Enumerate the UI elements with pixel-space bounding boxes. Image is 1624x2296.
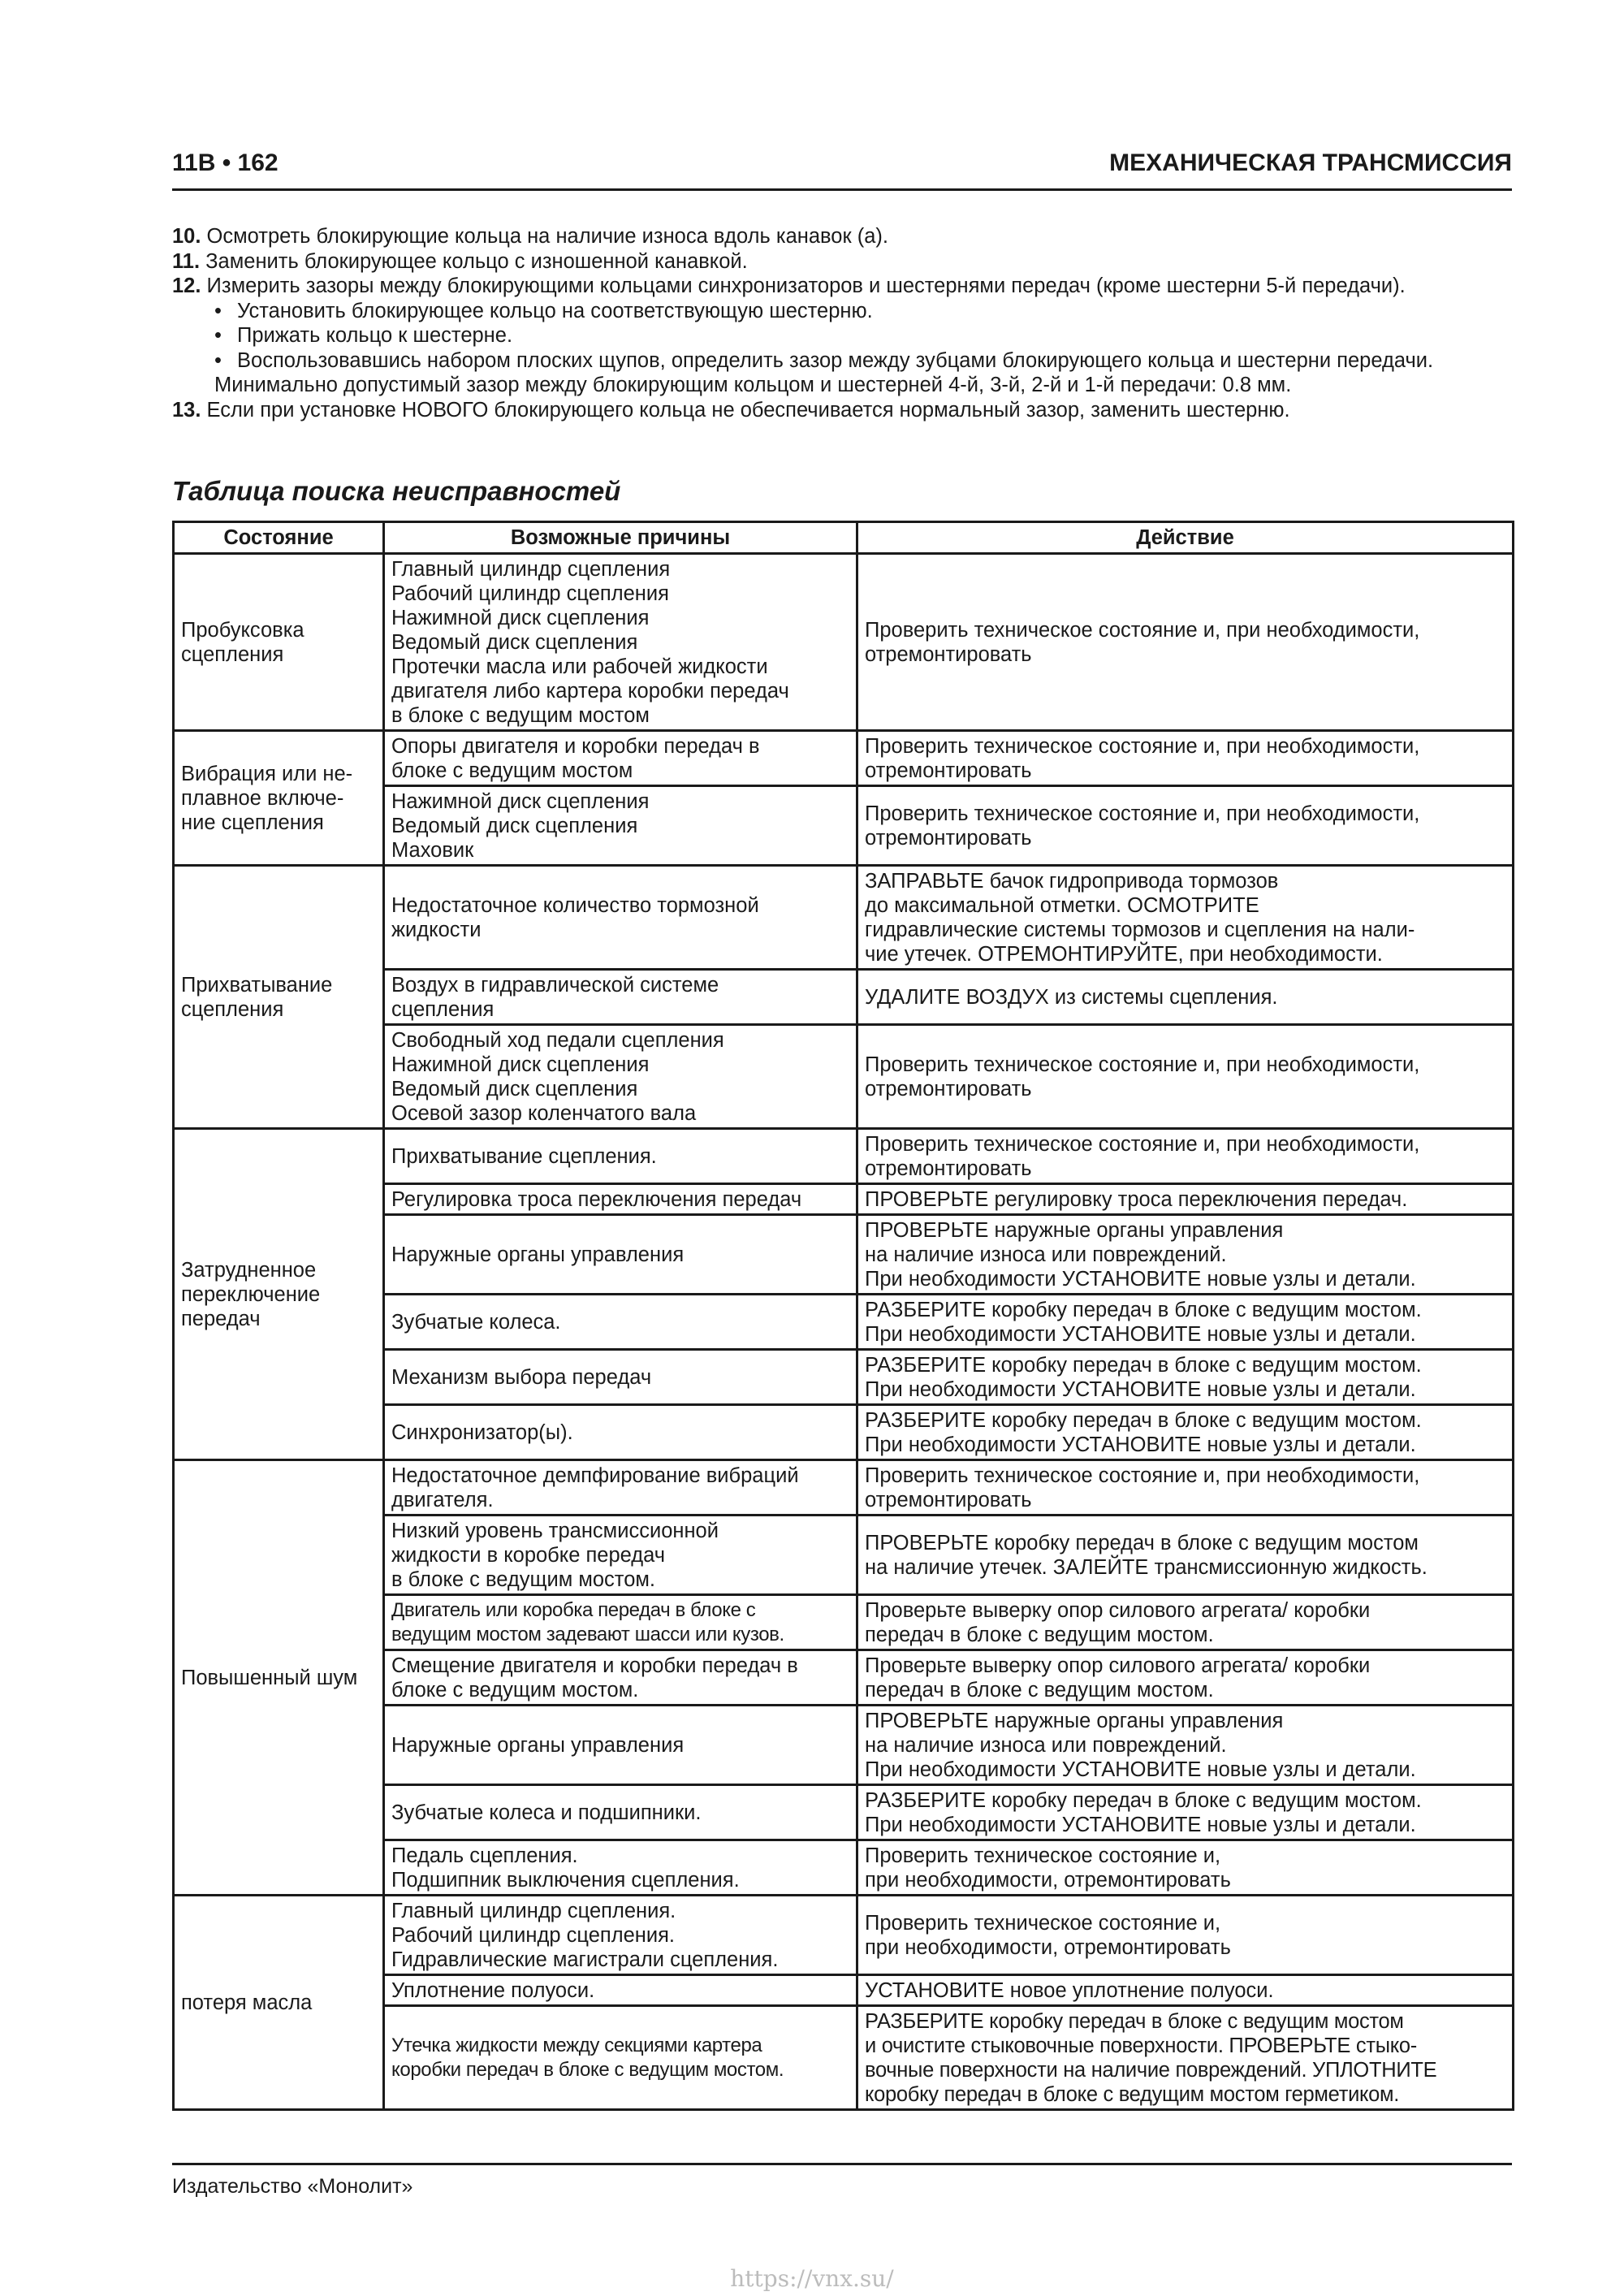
action-cell: Проверьте выверку опор силового агрегата/ коробки передач в блоке с ведущим мостом. — [857, 1595, 1514, 1650]
action-cell: Проверить техническое состояние и, при необходимости, отремонтировать — [857, 1129, 1514, 1184]
table-row — [174, 1460, 1514, 1516]
condition-cell: Прихватывание сцепления — [174, 866, 384, 1129]
table-row — [174, 731, 1514, 786]
action-cell: ПРОВЕРЬТЕ коробку передач в блоке с ведущим мостом на наличие утечек. ЗАЛЕЙТЕ трансмиссионную жидкость. — [857, 1516, 1514, 1595]
table-header-row — [174, 522, 1514, 554]
procedure-steps — [172, 224, 1512, 422]
troubleshooting-table — [172, 521, 1514, 2111]
watermark-url: https://vnx.su/ — [730, 2265, 894, 2292]
action-cell: РАЗБЕРИТЕ коробку передач в блоке с ведущим мостом. При необходимости УСТАНОВИТЕ новые узлы и детали. — [857, 1405, 1514, 1460]
table-row — [174, 866, 1514, 970]
page-header — [172, 143, 1512, 191]
action-cell: ПРОВЕРЬТЕ наружные органы управления на наличие износа или повреждений. При необходимости УСТАНОВИТЕ новые узлы и детали. — [857, 1706, 1514, 1785]
cause-cell: Синхронизатор(ы). — [384, 1405, 857, 1460]
cause-cell: Низкий уровень трансмиссионной жидкости в коробке передач в блоке с ведущим мостом. — [384, 1516, 857, 1595]
cause-cell: Смещение двигателя и коробки передач в блоке с ведущим мостом. — [384, 1650, 857, 1706]
step-12-bullet-3: • Воспользовавшись набором плоских щупов, определить зазор между зубцами блокирующего кольца и шестерни передачи. — [214, 348, 1434, 372]
action-cell: Проверьте выверку опор силового агрегата/ коробки передач в блоке с ведущим мостом. — [857, 1650, 1514, 1706]
cause-cell: Воздух в гидравлической системе сцепления — [384, 970, 857, 1025]
action-cell: РАЗБЕРИТЕ коробку передач в блоке с ведущим мостом. При необходимости УСТАНОВИТЕ новые узлы и детали. — [857, 1785, 1514, 1840]
bullet-icon: • — [214, 299, 222, 322]
header-action: Действие — [857, 522, 1514, 554]
table-row — [174, 554, 1514, 731]
step-12: 12. Измерить зазоры между блокирующими кольцами синхронизаторов и шестернями передач (кроме шестерни 5-й передачи). — [172, 275, 1406, 297]
cause-cell: Свободный ход педали сцепления Нажимной диск сцепления Ведомый диск сцепления Осевой зазор коленчатого вала — [384, 1025, 857, 1129]
action-cell: Проверить техническое состояние и, при необходимости, отремонтировать — [857, 554, 1514, 731]
condition-cell: Затрудненное переключение передач — [174, 1129, 384, 1460]
cause-cell: Зубчатые колеса и подшипники. — [384, 1785, 857, 1840]
cause-cell: Нажимной диск сцепления Ведомый диск сцепления Маховик — [384, 786, 857, 866]
action-cell: Проверить техническое состояние и, при необходимости, отремонтировать — [857, 1896, 1514, 1975]
action-cell: ПРОВЕРЬТЕ регулировку троса переключения передач. — [857, 1184, 1514, 1215]
cause-cell: Наружные органы управления — [384, 1706, 857, 1785]
step-12-bullet-1: • Установить блокирующее кольцо на соответствующую шестерню. — [214, 299, 873, 322]
cause-cell: Главный цилиндр сцепления Рабочий цилиндр сцепления Нажимной диск сцепления Ведомый диск сцепления Протечки масла или рабочей жидкости двигателя либо картера коробки передач в блоке с ведущим мостом — [384, 554, 857, 731]
action-cell: Проверить техническое состояние и, при необходимости, отремонтировать — [857, 731, 1514, 786]
cause-cell: Прихватывание сцепления. — [384, 1129, 857, 1184]
table-title: Таблица поиска неисправностей — [172, 476, 621, 506]
cause-cell: Регулировка троса переключения передач — [384, 1184, 857, 1215]
cause-cell: Опоры двигателя и коробки передач в блоке с ведущим мостом — [384, 731, 857, 786]
action-cell: РАЗБЕРИТЕ коробку передач в блоке с ведущим мостом и очистите стыковочные поверхности. ПРОВЕРЬТЕ стыко- вочные поверхности на наличие повреждений. УПЛОТНИТЕ коробку передач в блоке с ведущим мостом герметиком. — [857, 2006, 1514, 2110]
header-causes: Возможные причины — [384, 522, 857, 554]
cause-cell: Недостаточное демпфирование вибраций двигателя. — [384, 1460, 857, 1516]
cause-cell: Утечка жидкости между секциями картера коробки передач в блоке с ведущим мостом. — [384, 2006, 857, 2110]
condition-cell: Вибрация или не- плавное включе- ние сцепления — [174, 731, 384, 866]
action-cell: РАЗБЕРИТЕ коробку передач в блоке с ведущим мостом. При необходимости УСТАНОВИТЕ новые узлы и детали. — [857, 1295, 1514, 1350]
action-cell: УСТАНОВИТЕ новое уплотнение полуоси. — [857, 1975, 1514, 2006]
step-13: 13. Если при установке НОВОГО блокирующего кольца не обеспечивается нормальный зазор, заменить шестерню. — [172, 398, 1290, 422]
table-row — [174, 1896, 1514, 1975]
cause-cell: Двигатель или коробка передач в блоке с ведущим мостом задевают шасси или кузов. — [384, 1595, 857, 1650]
action-cell: Проверить техническое состояние и, при необходимости, отремонтировать — [857, 786, 1514, 866]
action-cell: УДАЛИТЕ ВОЗДУХ из системы сцепления. — [857, 970, 1514, 1025]
cause-cell: Главный цилиндр сцепления. Рабочий цилиндр сцепления. Гидравлические магистрали сцепления. — [384, 1896, 857, 1975]
condition-cell: потеря масла — [174, 1896, 384, 2110]
bullet-icon: • — [214, 324, 222, 347]
cause-cell: Зубчатые колеса. — [384, 1295, 857, 1350]
page-number: 11B • 162 — [172, 149, 279, 176]
footer-divider — [172, 2163, 1512, 2165]
action-cell: Проверить техническое состояние и, при необходимости, отремонтировать — [857, 1840, 1514, 1896]
condition-cell: Пробуксовка сцепления — [174, 554, 384, 731]
table-row — [174, 1129, 1514, 1184]
header-condition: Состояние — [174, 522, 384, 554]
action-cell: ЗАПРАВЬТЕ бачок гидропривода тормозов до максимальной отметки. ОСМОТРИТЕ гидравлические системы тормозов и сцепления на нали- чие утечек. ОТРЕМОНТИРУЙТЕ, при необходимости. — [857, 866, 1514, 970]
cause-cell: Недостаточное количество тормозной жидкости — [384, 866, 857, 970]
action-cell: Проверить техническое состояние и, при необходимости, отремонтировать — [857, 1460, 1514, 1516]
step-11: 11. Заменить блокирующее кольцо с изношенной канавкой. — [172, 249, 748, 273]
step-12-note: Минимально допустимый зазор между блокирующим кольцом и шестерней 4-й, 3-й, 2-й и 1-й передачи: 0.8 мм. — [214, 374, 1292, 396]
bullet-icon: • — [214, 348, 222, 372]
action-cell: РАЗБЕРИТЕ коробку передач в блоке с ведущим мостом. При необходимости УСТАНОВИТЕ новые узлы и детали. — [857, 1350, 1514, 1405]
section-title: МЕХАНИЧЕСКАЯ ТРАНСМИССИЯ — [1109, 149, 1512, 176]
step-10: 10. Осмотреть блокирующие кольца на наличие износа вдоль канавок (а). — [172, 225, 888, 248]
cause-cell: Наружные органы управления — [384, 1215, 857, 1295]
cause-cell: Педаль сцепления. Подшипник выключения сцепления. — [384, 1840, 857, 1896]
cause-cell: Уплотнение полуоси. — [384, 1975, 857, 2006]
publisher-name: Издательство «Монолит» — [172, 2175, 413, 2198]
action-cell: Проверить техническое состояние и, при необходимости, отремонтировать — [857, 1025, 1514, 1129]
action-cell: ПРОВЕРЬТЕ наружные органы управления на наличие износа или повреждений. При необходимости УСТАНОВИТЕ новые узлы и детали. — [857, 1215, 1514, 1295]
condition-cell: Повышенный шум — [174, 1460, 384, 1896]
cause-cell: Механизм выбора передач — [384, 1350, 857, 1405]
step-12-bullet-2: • Прижать кольцо к шестерне. — [214, 324, 513, 347]
